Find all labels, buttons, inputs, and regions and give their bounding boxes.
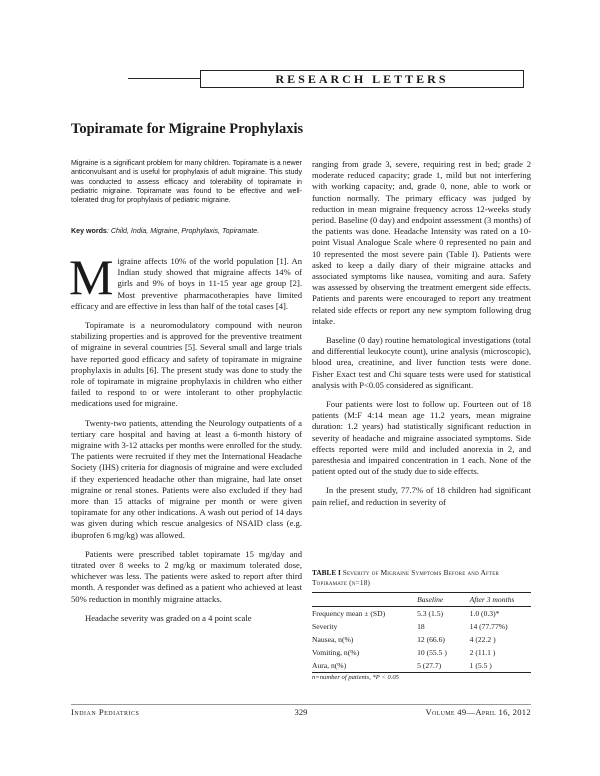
table-cell: 5.3 (1.5) bbox=[417, 609, 444, 618]
table-cell: 10 (55.5 ) bbox=[417, 648, 447, 657]
table-row bbox=[312, 646, 531, 659]
keywords-values: : Child, India, Migraine, Prophylaxis, Topiramate. bbox=[106, 227, 260, 235]
table-header: After 3 months bbox=[470, 593, 531, 607]
paragraph-methods: Twenty-two patients, attending the Neurology outpatients of a tertiary care hospital and having at least a 6-month history of migraine with 3-12 attacks per months were enrolled for the study. The patients were recruited if they met the International Headache Society (IHS) criteria for diagnosis of migraine and were excluded if they experienced headache other than migraine, had late onset migraine or renal stones. Patients were also excluded if they had more than 15 attacks of migraine per month or were given topiramate for any other indications. A wash out period of 14 days was given during which rescue analgesics of NSAID class (e.g. ibuprofen 6 mg/kg) was allowed. bbox=[71, 417, 302, 540]
paragraph-dosing: Patients were prescribed tablet topiramate 15 mg/day and titrated over 8 weeks to 2 mg/kg or maximum tolerated dose, whichever was less. The patients were asked to report after third month. A responder was defined as a patient who achieved at least 50% reduction in monthly migraine attacks. bbox=[71, 548, 302, 604]
article-title: Topiramate for Migraine Prophylaxis bbox=[71, 121, 304, 137]
table-row bbox=[312, 607, 531, 621]
paragraph-severity: Headache severity was graded on a 4 point scale bbox=[85, 612, 252, 623]
footer-journal: Indian Pediatrics bbox=[71, 707, 140, 717]
keywords-label: Key words bbox=[71, 227, 107, 235]
table-header-row bbox=[312, 593, 531, 607]
table-row bbox=[312, 620, 531, 633]
table-cell: 4 (22.2 ) bbox=[469, 635, 496, 644]
footer-volume: Volume 49—April 16, 2012 bbox=[425, 707, 531, 717]
severity-table bbox=[312, 592, 531, 673]
paragraph-investigations: Baseline (0 day) routine hematological investigations (total and differential leukocyte count), urine analysis (microscopic), blood urea, creatinine, and liver function tests were done. Fisher Exact test and Chi square tests were used for statistical analysis with P<0.05 considered as significant. bbox=[312, 335, 531, 390]
table-title: Severity of Migraine Symptoms Before and After Topiramate (n=18) bbox=[312, 568, 500, 587]
table-i bbox=[312, 568, 531, 681]
paragraph-severity-cont: ranging from grade 3, severe, requiring rest in bed; grade 2 moderate reduced capacity; grade 1, mild but not interfering with working capacity; and, grade 0, none, able to work or function normally. The primary efficacy was judged by reduction in mean migraine frequency across 12-weeks study period. Baseline (0 day) and endpoint assessment (3 months) of the patients was done. Headache Intensity was rated on a 10-point Visual Analogue Scale where 0 represented no pain and 10 represented the most severe pain (Table I). Patients were asked to keep a daily diary of their migraine attacks and associated symptoms like nausea, vomiting and aura. Safety was assessed by observing the treatment emergent side effects. Patients and parents were encouraged to report any treatment related side effects or report any new symptom following drug intake. bbox=[312, 159, 531, 326]
table-cell: Nausea, n(%) bbox=[312, 635, 354, 644]
page-footer bbox=[71, 704, 531, 719]
table-cell: Vomiting, n(%) bbox=[312, 648, 360, 657]
table-cell: 12 (66.6) bbox=[417, 635, 445, 644]
intro-text: igraine affects 10% of the world population [1]. An Indian study showed that migraine affects 14% of girls and 9% of boys in 11-15 year age group [2]. Most preventive pharmacotherapies have limited efficacy and are effective in less than half of the total cases [4]. bbox=[71, 256, 302, 311]
table-cell: 18 bbox=[417, 622, 425, 631]
table-cell: 5 (27.7) bbox=[417, 659, 470, 673]
table-cell: 2 (11.1 ) bbox=[469, 648, 496, 657]
table-cell: 1.0 (0.3)* bbox=[469, 609, 500, 618]
keywords bbox=[71, 227, 302, 236]
table-cell: 14 (77.77%) bbox=[469, 622, 508, 631]
right-column bbox=[312, 159, 531, 516]
table-caption bbox=[312, 568, 531, 588]
table-cell: 1 (5.5 ) bbox=[470, 659, 531, 673]
banner-rule bbox=[128, 78, 200, 79]
table-header bbox=[312, 593, 417, 607]
table-row bbox=[312, 659, 531, 673]
table-cell: Frequency mean ± (SD) bbox=[312, 609, 386, 618]
abstract: Migraine is a significant problem for many children. Topiramate is a newer anticonvulsant and is useful for prophylaxis of adult migraine. This study was conducted to assess efficacy and tolerability of topiramate in pediatric migraine. Topiramate was found to be effective and well-tolerated drug for prophylaxis of pediatric migraine. bbox=[71, 159, 302, 205]
intro-paragraph bbox=[69, 249, 302, 312]
paragraph-results: Four patients were lost to follow up. Fourteen out of 18 patients (M:F 4:14 mean age 11.2 years, mean migraine duration: 1.2 years) had statistically significant reduction in severity of headache and migraine associated symptoms. Side effects reported were mild and included anorexia in 2, and paresthesia and impaired concentration in 1 each. None of the patient opted out of the study due to side effects. bbox=[312, 399, 531, 477]
table-cell: Aura, n(%) bbox=[312, 659, 417, 673]
table-header: Baseline bbox=[417, 593, 470, 607]
table-label: TABLE I bbox=[312, 568, 341, 577]
table-footnote: n=number of patients, *P < 0.05 bbox=[312, 674, 399, 681]
left-column bbox=[69, 249, 302, 632]
table-cell: Severity bbox=[312, 622, 338, 631]
footer-page-number: 329 bbox=[294, 707, 308, 717]
paragraph-discussion: In the present study, 77.7% of 18 children had significant pain relief, and reduction in severity of bbox=[312, 485, 531, 507]
paragraph-topiramate: Topiramate is a neuromodulatory compound with neuron stabilizing properties and is approved for the preventive treatment of migraine in several countries [5]. Several small and large trials have reported good efficacy and safety of topiramate in migraine prophylaxis in adults [6]. The present study was done to study the role of topiramate in migraine prophylaxis in children who either failed to respond to or were intolerant to other prophylactic medications used for migraine. bbox=[71, 320, 302, 409]
section-banner: RESEARCH LETTERS bbox=[200, 70, 524, 88]
drop-cap: M bbox=[69, 249, 114, 305]
table-row bbox=[312, 633, 531, 646]
